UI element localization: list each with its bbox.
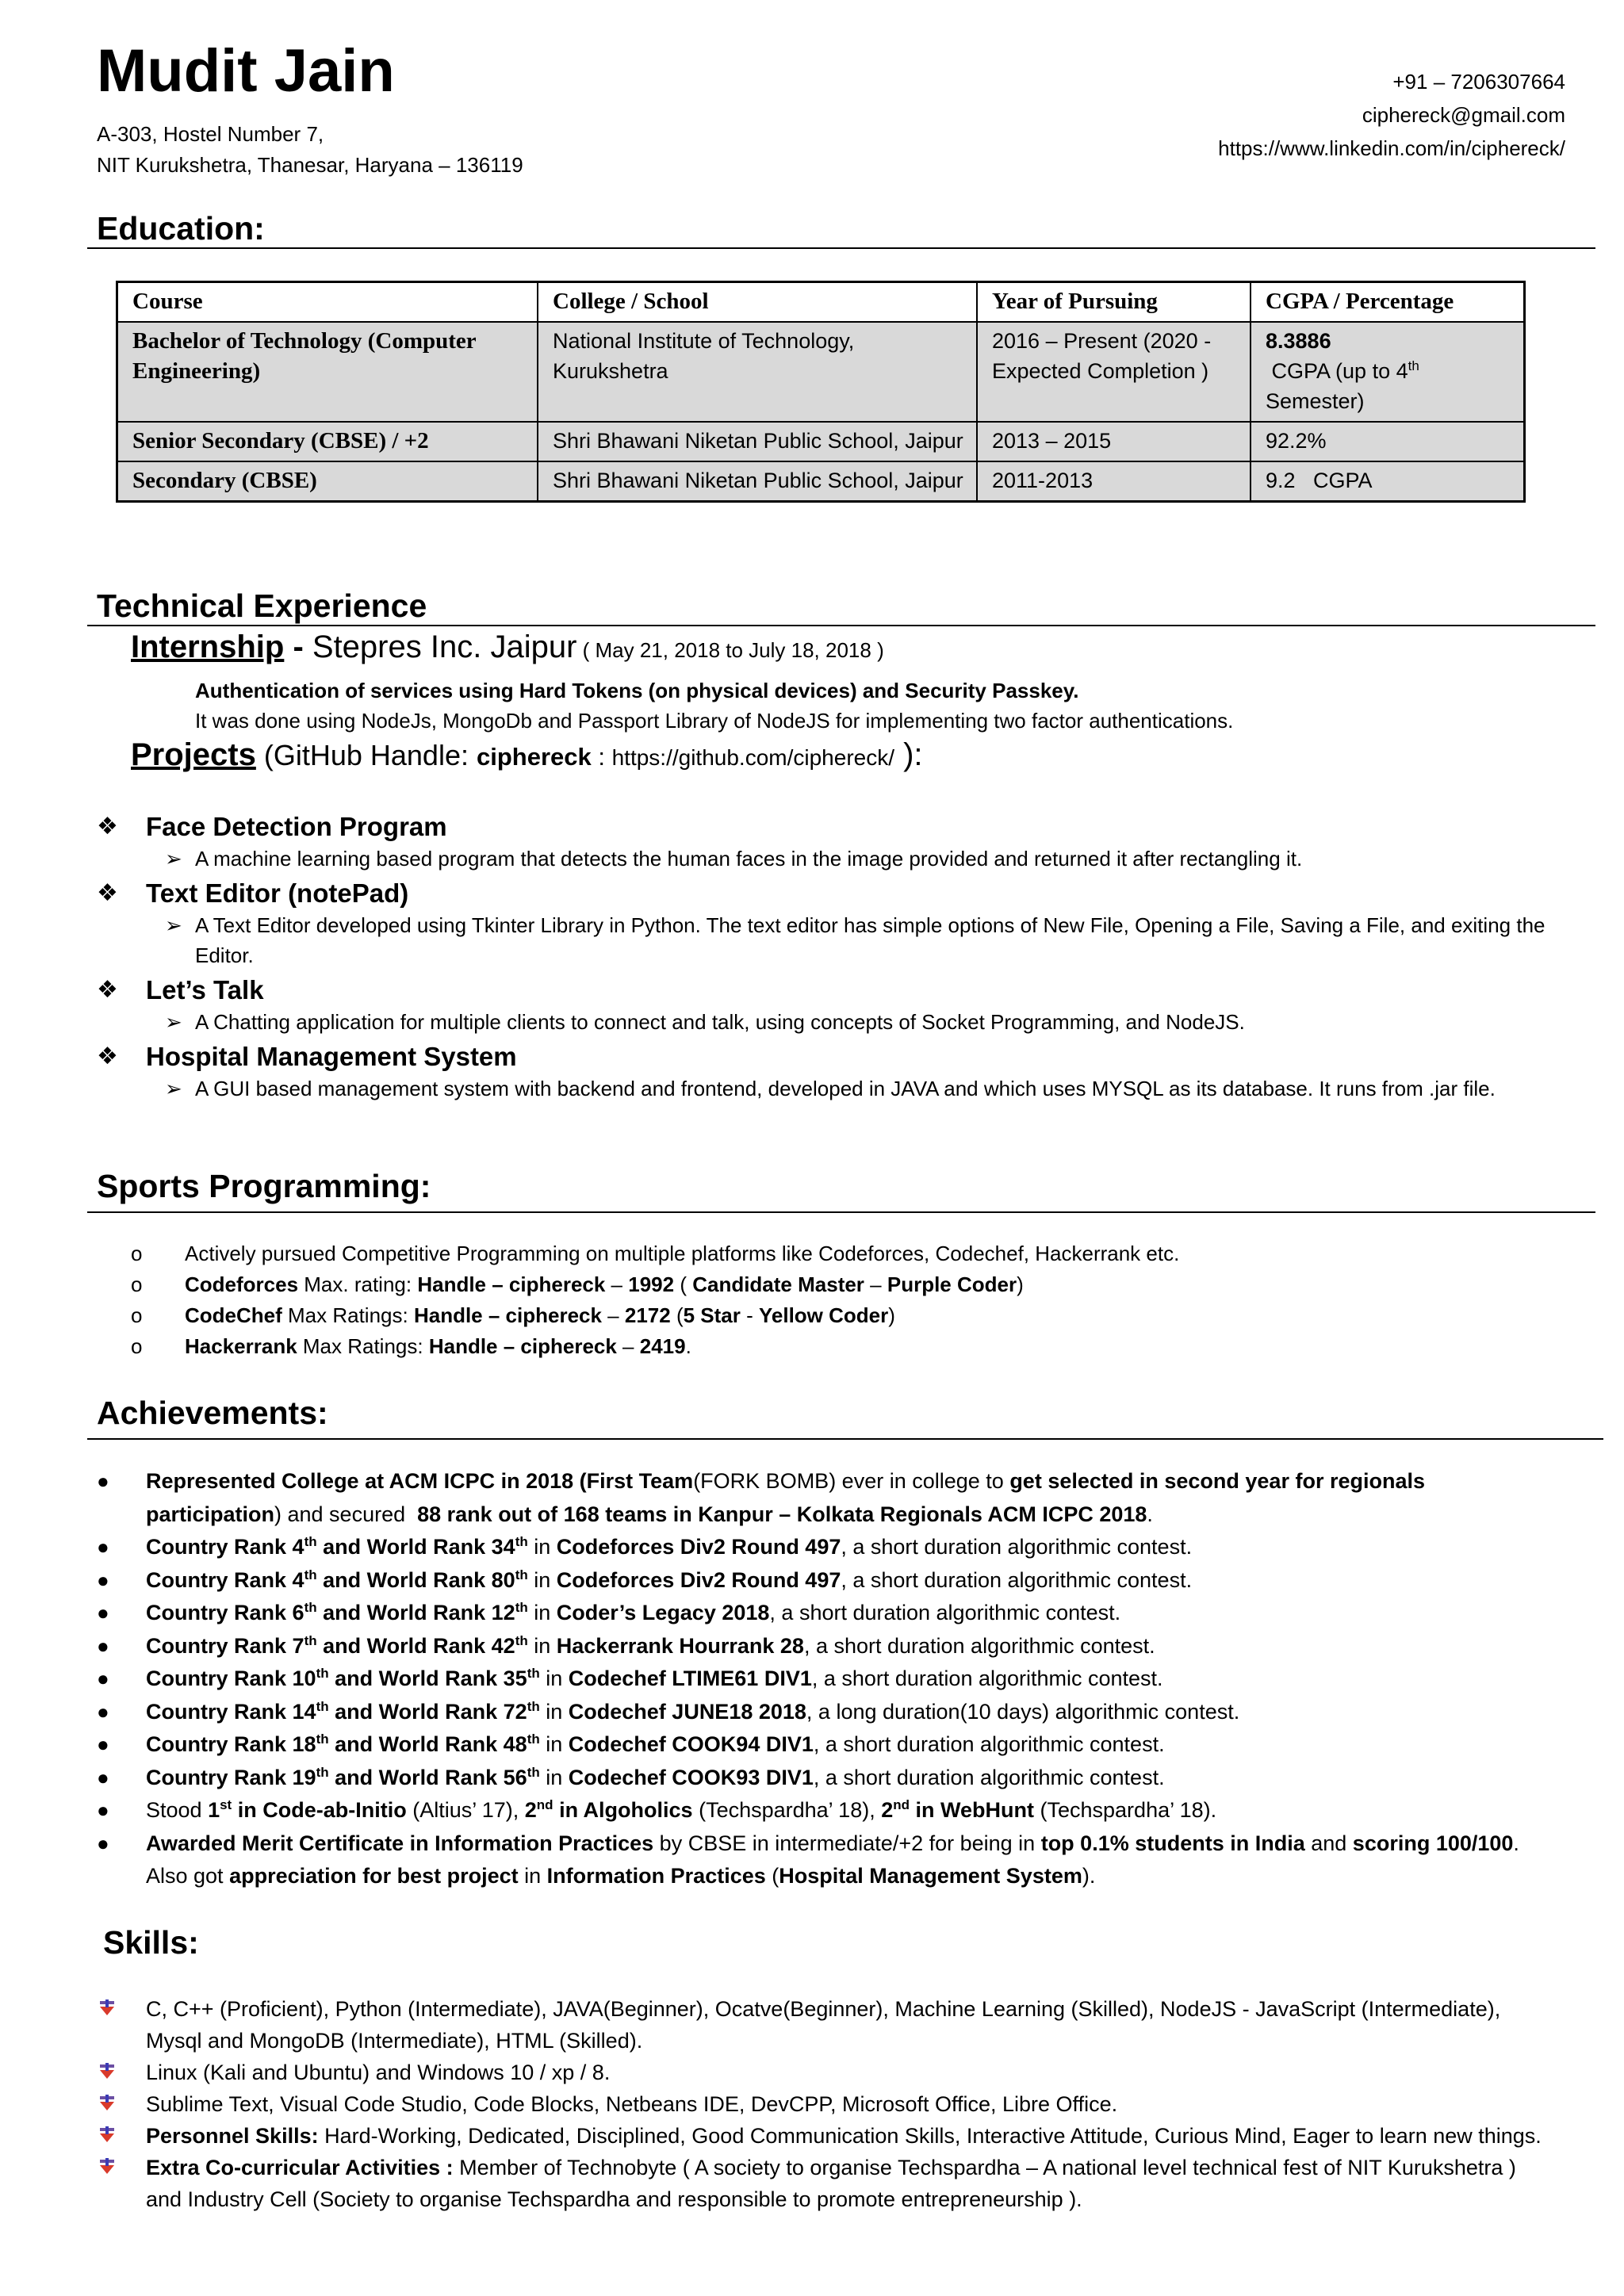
score-cell: 9.2 CGPA [1251, 461, 1525, 502]
list-item [97, 1728, 1548, 1762]
ordinal-suffix: th [515, 1632, 528, 1648]
list-item [97, 1993, 1548, 2057]
project-title: Text Editor (notePad) [146, 878, 409, 908]
ordinal-suffix: th [527, 1764, 540, 1780]
contest-desc: , a long duration(10 days) algorithmic contest. [806, 1699, 1240, 1724]
contest-name: Codeforces Div2 Round 497 [556, 1567, 841, 1592]
dot-icon: ● [97, 1699, 109, 1724]
sports-heading: Sports Programming: [97, 1168, 431, 1204]
event-fest: (Techspardha’ 18). [1034, 1798, 1217, 1822]
project-description: A Text Editor developed using Tkinter Library in Python. The text editor has simple options of New File, Opening a File, Saving a File, and exiting the Editor. [195, 913, 1545, 967]
icpc-selection: get selected in second year for regionals participation [146, 1469, 1425, 1526]
merit-text: by CBSE in intermediate/+2 for being in [653, 1831, 1041, 1855]
score-value: 8.3886 [1266, 329, 1331, 353]
github-url[interactable]: https://github.com/ciphereck/ [611, 745, 894, 770]
country-rank: 10 [292, 1667, 316, 1690]
ordinal-suffix: st [220, 1797, 232, 1812]
column-header: College / School [538, 282, 977, 323]
internship-title: Authentication of services using Hard Tokens (on physical devices) and Security Passkey. [195, 679, 1079, 702]
dot-icon: ● [97, 1469, 109, 1493]
candidate-name: Mudit Jain [97, 37, 395, 105]
diamond-icon: ❖ [97, 1043, 118, 1070]
circle-icon: o [131, 1334, 143, 1358]
codechef-rating: 2172 [624, 1303, 671, 1327]
internship-label: Internship [131, 629, 285, 664]
merit-text: . Also got [146, 1831, 1519, 1888]
event-fest: (Techspardha’ 18), [692, 1798, 882, 1822]
rank-label: Country Rank [146, 1732, 293, 1756]
merit-text: ). [1082, 1864, 1096, 1888]
circle-icon: o [131, 1272, 143, 1296]
separator: – [864, 1272, 887, 1296]
table-row [117, 322, 1525, 422]
projects-separator: : [591, 743, 612, 771]
contest-desc: , a short duration algorithmic contest. [841, 1535, 1193, 1559]
dot-icon: ● [97, 1633, 109, 1658]
contest-name: Codechef LTIME61 DIV1 [568, 1667, 812, 1690]
period: . [1147, 1502, 1153, 1526]
codechef-text: Max Ratings: [282, 1303, 414, 1327]
country-rank: 18 [292, 1732, 316, 1756]
project-item [97, 810, 1548, 874]
merit-highlight: Information Practices [546, 1864, 766, 1888]
event-name: in Algoholics [553, 1798, 693, 1822]
codeforces-handle: Handle – ciphereck [417, 1272, 606, 1296]
codechef-stars: 5 Star [683, 1303, 741, 1327]
arrow-down-icon [98, 2158, 116, 2175]
projects-open: (GitHub Handle: [255, 739, 477, 771]
world-rank: 12 [491, 1601, 515, 1624]
sports-list [87, 1238, 1546, 1362]
position: 2 [881, 1798, 894, 1822]
achievements-divider [87, 1438, 1603, 1440]
rank-in: in [539, 1732, 569, 1756]
project-item [97, 877, 1548, 970]
achievements-list [97, 1465, 1548, 1893]
event-name: in WebHunt [910, 1798, 1034, 1822]
merit-text: and [1304, 1831, 1353, 1855]
ordinal-suffix: nd [536, 1797, 553, 1812]
dot-icon: ● [97, 1732, 109, 1756]
ordinal-suffix: th [316, 1764, 329, 1780]
dot-icon: ● [97, 1667, 109, 1690]
paren-close: ) [1017, 1272, 1024, 1296]
hackerrank-rating: 2419 [639, 1334, 686, 1358]
dot-icon: ● [97, 1798, 109, 1822]
rank-label: Country Rank [146, 1567, 293, 1592]
project-description: A GUI based management system with backend and frontend, developed in JAVA and which uses MYSQL as its database. It runs from .jar file. [195, 1077, 1496, 1100]
education-divider [87, 247, 1595, 249]
skill-languages: C, C++ (Proficient), Python (Intermediate), JAVA(Beginner), Ocatve(Beginner), Machine Learning (Skilled), NodeJS - JavaScript (Intermediate), Mysql and MongoDB (Intermediate), HTML (Skilled). [146, 1997, 1501, 2053]
rank-in: in [527, 1535, 557, 1559]
position: 2 [524, 1798, 537, 1822]
circle-icon: o [131, 1303, 143, 1327]
ordinal-suffix: th [527, 1698, 540, 1714]
address-line-2: NIT Kurukshetra, Thanesar, Haryana – 136119 [97, 153, 523, 177]
internship-dates: ( May 21, 2018 to July 18, 2018 ) [576, 638, 884, 662]
event-fest: (Altius’ 17), [406, 1798, 525, 1822]
list-item [97, 1630, 1548, 1663]
skill-os: Linux (Kali and Ubuntu) and Windows 10 / xp / 8. [146, 2061, 611, 2084]
hackerrank-label: Hackerrank [185, 1334, 297, 1358]
codeforces-rating: 1992 [628, 1272, 675, 1296]
contest-desc: , a short duration algorithmic contest. [811, 1667, 1163, 1690]
ordinal-suffix: th [316, 1698, 329, 1714]
internship-company: Stepres Inc. Jaipur [312, 629, 577, 664]
paren-close: ) [888, 1303, 895, 1327]
list-item [97, 1696, 1548, 1729]
merit-title: Awarded Merit Certificate in Information Practices [146, 1831, 654, 1855]
project-item [97, 974, 1548, 1037]
rank-label: and World Rank [328, 1667, 504, 1690]
column-header: Course [117, 282, 538, 323]
address [97, 119, 523, 181]
codechef-label: CodeChef [185, 1303, 282, 1327]
contact-block [1218, 65, 1565, 165]
event-name: in Code-ab-Initio [232, 1798, 407, 1822]
dot-icon: ● [97, 1601, 109, 1624]
world-rank: 56 [503, 1765, 527, 1789]
merit-text: in [518, 1864, 547, 1888]
skill-extra-label: Extra Co-curricular Activities : [146, 2156, 454, 2179]
project-title: Face Detection Program [146, 812, 447, 841]
world-rank: 72 [503, 1699, 527, 1724]
experience-divider [87, 625, 1595, 626]
internship-line [131, 631, 884, 663]
list-item [87, 1331, 1546, 1362]
contest-desc: , a short duration algorithmic contest. [813, 1732, 1165, 1756]
address-line-1: A-303, Hostel Number 7, [97, 122, 324, 146]
merit-highlight: scoring 100/100 [1352, 1831, 1514, 1855]
education-heading: Education: [97, 210, 265, 247]
ordinal-suffix: th [316, 1666, 329, 1681]
project-item [97, 1040, 1548, 1104]
skill-tools: Sublime Text, Visual Code Studio, Code Blocks, Netbeans IDE, DevCPP, Microsoft Office, Libre Office. [146, 2092, 1118, 2116]
projects-line [131, 739, 923, 771]
college-cell: Shri Bhawani Niketan Public School, Jaipur [538, 461, 977, 502]
contest-desc: , a short duration algorithmic contest. [803, 1633, 1155, 1658]
table-row [117, 422, 1525, 461]
ordinal-suffix: th [304, 1600, 317, 1615]
rank-label: and World Rank [328, 1765, 504, 1789]
diamond-icon: ❖ [97, 813, 118, 840]
list-item [97, 2088, 1548, 2120]
codechef-handle: Handle – ciphereck [413, 1303, 602, 1327]
merit-text: ( [765, 1864, 779, 1888]
contest-desc: , a short duration algorithmic contest. [769, 1601, 1121, 1624]
rank-label: Country Rank [146, 1699, 293, 1724]
list-item [97, 1663, 1548, 1696]
list-item [97, 2120, 1548, 2152]
codeforces-title: Candidate Master [692, 1272, 864, 1296]
contest-name: Codechef COOK94 DIV1 [568, 1732, 814, 1756]
circle-icon: o [131, 1242, 143, 1265]
rank-label: and World Rank [328, 1699, 504, 1724]
skill-extra: Member of Technobyte ( A society to organise Techspardha – A national level technical fest of NIT Kurukshetra ) and Industry Cell (Society to organise Techspardha and responsible to promote entrepreneurship ). [146, 2156, 1516, 2211]
experience-heading-text: Technical Experience [97, 587, 427, 624]
list-item [97, 2057, 1548, 2088]
rank-label: and World Rank [316, 1567, 492, 1592]
list-item [87, 1269, 1546, 1300]
phone-number: +91 – 7206307664 [1392, 70, 1565, 94]
position: 1 [208, 1798, 220, 1822]
rank-label: Country Rank [146, 1535, 293, 1559]
country-rank: 4 [292, 1535, 304, 1559]
ordinal-suffix: th [527, 1732, 540, 1747]
country-rank: 4 [292, 1567, 304, 1592]
score-cell [1251, 322, 1525, 422]
sports-divider [87, 1211, 1595, 1213]
codeforces-text: Max. rating: [298, 1272, 418, 1296]
icpc-text: Represented College at ACM ICPC in 2018 (First Team [146, 1469, 694, 1493]
rank-label: and World Rank [328, 1732, 504, 1756]
email-link[interactable]: ciphereck@gmail.com [1362, 103, 1565, 127]
arrow-down-icon [98, 2126, 116, 2144]
country-rank: 14 [292, 1699, 316, 1724]
contest-name: Coder’s Legacy 2018 [556, 1601, 770, 1624]
year-cell: 2016 – Present (2020 - Expected Completion ) [977, 322, 1251, 422]
column-header: CGPA / Percentage [1251, 282, 1525, 323]
list-item [97, 2152, 1548, 2215]
contest-desc: , a short duration algorithmic contest. [813, 1765, 1165, 1789]
period: . [685, 1334, 691, 1358]
ordinal-suffix: nd [893, 1797, 910, 1812]
projects-label: Projects [131, 737, 256, 772]
arrow-down-icon [98, 1999, 116, 2017]
skill-personal-label: Personnel Skills: [146, 2124, 319, 2148]
contest-name: Codeforces Div2 Round 497 [556, 1535, 841, 1559]
codechef-color: Yellow Coder [758, 1303, 889, 1327]
ordinal-suffix: th [515, 1567, 528, 1582]
rank-in: in [527, 1567, 557, 1592]
country-rank: 19 [292, 1765, 316, 1789]
rank-label: and World Rank [316, 1601, 492, 1624]
codeforces-label: Codeforces [185, 1272, 299, 1296]
separator: - [740, 1303, 759, 1327]
experience-heading [97, 587, 427, 624]
contest-name: Codechef COOK93 DIV1 [568, 1765, 814, 1789]
skill-personal: Hard-Working, Dedicated, Disciplined, Good Communication Skills, Interactive Attitude, Curious Mind, Eager to learn new things. [318, 2124, 1542, 2148]
paren-open: ( [670, 1303, 684, 1327]
ordinal-suffix: th [527, 1666, 540, 1681]
list-item [97, 1465, 1548, 1531]
dot-icon: ● [97, 1535, 109, 1559]
ordinal-suffix: th [1408, 358, 1419, 373]
rank-label: Country Rank [146, 1601, 293, 1624]
linkedin-link[interactable]: https://www.linkedin.com/in/ciphereck/ [1218, 136, 1565, 160]
list-item [97, 1564, 1548, 1598]
diamond-icon: ❖ [97, 977, 118, 1003]
list-item [97, 1762, 1548, 1795]
separator: – [616, 1334, 640, 1358]
icpc-rank: 88 rank out of 168 teams in Kanpur – Kolkata Regionals ACM ICPC 2018 [417, 1502, 1147, 1526]
icpc-joiner: ) and secured [274, 1502, 418, 1526]
list-item [87, 1300, 1546, 1331]
country-rank: 6 [292, 1601, 304, 1624]
sports-summary: Actively pursued Competitive Programming on multiple platforms like Codeforces, Codechef, Hackerrank etc. [185, 1242, 1180, 1265]
dot-icon: ● [97, 1831, 109, 1855]
rank-in: in [527, 1633, 557, 1658]
rank-in: in [527, 1601, 557, 1624]
rank-label: Country Rank [146, 1667, 293, 1690]
projects-close: ): [894, 737, 923, 772]
contest-name: Hackerrank Hourrank 28 [556, 1633, 804, 1658]
rank-label: Country Rank [146, 1765, 293, 1789]
arrow-down-icon [98, 2063, 116, 2080]
skills-heading: Skills: [103, 1924, 199, 1961]
education-table-header [117, 282, 1525, 323]
ordinal-suffix: th [304, 1567, 317, 1582]
list-item [97, 1827, 1548, 1893]
year-cell: 2011-2013 [977, 461, 1251, 502]
achievements-heading: Achievements: [97, 1395, 328, 1431]
project-title: Let’s Talk [146, 975, 264, 1004]
project-title: Hospital Management System [146, 1042, 517, 1071]
paren-open: ( [674, 1272, 693, 1296]
arrow-head-icon: ➢ [165, 1077, 182, 1100]
college-cell: National Institute of Technology, Kurukshetra [538, 322, 977, 422]
project-description: A machine learning based program that detects the human faces in the image provided and returned it after rectangling it. [195, 847, 1303, 871]
world-rank: 42 [491, 1633, 515, 1658]
ordinal-suffix: th [304, 1534, 317, 1549]
ordinal-suffix: th [515, 1534, 528, 1549]
diamond-icon: ❖ [97, 880, 118, 906]
skills-list [97, 1993, 1548, 2215]
ordinal-suffix: th [515, 1600, 528, 1615]
rank-label: and World Rank [316, 1633, 492, 1658]
column-header: Year of Pursuing [977, 282, 1251, 323]
project-description: A Chatting application for multiple clients to connect and talk, using concepts of Socket Programming, and NodeJS. [195, 1010, 1245, 1034]
world-rank: 48 [503, 1732, 527, 1756]
arrow-head-icon: ➢ [165, 913, 182, 937]
rank-label: Country Rank [146, 1633, 293, 1658]
course-cell: Secondary (CBSE) [117, 461, 538, 502]
contest-name: Codechef JUNE18 2018 [568, 1699, 806, 1724]
list-item [97, 1531, 1548, 1564]
merit-highlight: top 0.1% students in India [1040, 1831, 1305, 1855]
country-rank: 7 [292, 1633, 304, 1658]
education-table [116, 281, 1526, 503]
dot-icon: ● [97, 1567, 109, 1592]
ordinal-suffix: th [304, 1632, 317, 1648]
list-item [97, 1794, 1548, 1827]
world-rank: 34 [491, 1535, 515, 1559]
score-note: CGPA (up to 4 [1271, 359, 1408, 383]
stood-text: Stood [146, 1798, 209, 1822]
score-note-end: Semester) [1266, 389, 1365, 413]
arrow-down-icon [98, 2095, 116, 2112]
codeforces-color: Purple Coder [887, 1272, 1017, 1296]
hackerrank-handle: Handle – ciphereck [428, 1334, 617, 1358]
merit-highlight: appreciation for best project [229, 1864, 519, 1888]
contest-desc: , a short duration algorithmic contest. [841, 1567, 1193, 1592]
rank-in: in [539, 1765, 569, 1789]
course-cell: Senior Secondary (CBSE) / +2 [117, 422, 538, 461]
world-rank: 35 [503, 1667, 527, 1690]
year-cell: 2013 – 2015 [977, 422, 1251, 461]
icpc-team: (FORK BOMB) ever in college to [693, 1469, 1010, 1493]
list-item [97, 1597, 1548, 1630]
college-cell: Shri Bhawani Niketan Public School, Jaipur [538, 422, 977, 461]
dot-icon: ● [97, 1765, 109, 1789]
table-row [117, 461, 1525, 502]
rank-in: in [539, 1667, 569, 1690]
list-item [87, 1238, 1546, 1269]
arrow-head-icon: ➢ [165, 847, 182, 871]
internship-separator: - [284, 629, 312, 664]
separator: – [601, 1303, 625, 1327]
merit-highlight: Hospital Management System [779, 1864, 1082, 1888]
rank-label: and World Rank [316, 1535, 492, 1559]
rank-in: in [539, 1699, 569, 1724]
ordinal-suffix: th [316, 1732, 329, 1747]
hackerrank-text: Max Ratings: [297, 1334, 429, 1358]
internship-description: It was done using NodeJs, MongoDb and Passport Library of NodeJS for implementing two factor authentications. [195, 709, 1234, 733]
github-handle: ciphereck [476, 743, 592, 771]
course-cell: Bachelor of Technology (Computer Engineering) [117, 322, 538, 422]
arrow-head-icon: ➢ [165, 1010, 182, 1034]
world-rank: 80 [491, 1567, 515, 1592]
separator: – [605, 1272, 629, 1296]
score-cell: 92.2% [1251, 422, 1525, 461]
